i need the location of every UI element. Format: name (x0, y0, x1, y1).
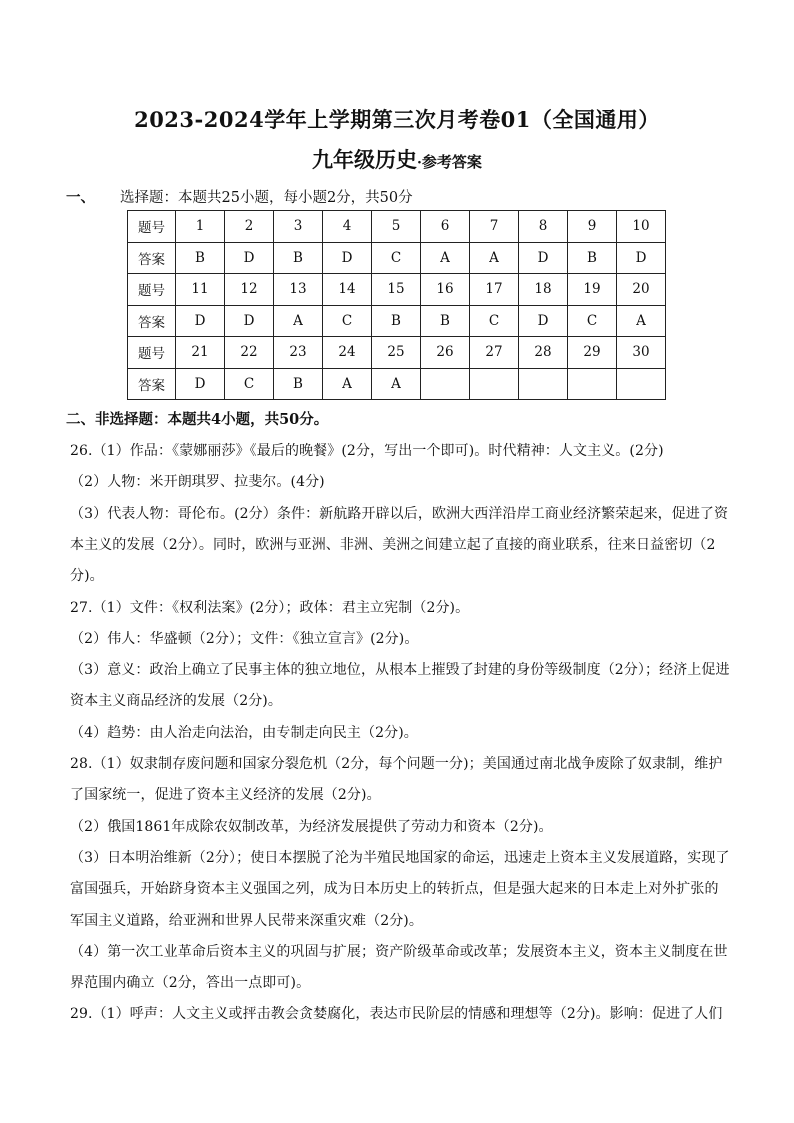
table-cell: 29 (568, 337, 617, 369)
table-cell: 25 (372, 337, 421, 369)
table-cell: B (421, 305, 470, 337)
table-cell: 27 (470, 337, 519, 369)
section-2-heading: 二、非选择题：本题共4小题，共50分。 (66, 411, 329, 428)
table-row-header: 答案 (128, 368, 176, 400)
table-cell: C (372, 242, 421, 274)
answer-line: 军国主义道路，给亚洲和世界人民带来深重灾难（2分)。 (70, 912, 423, 929)
table-cell: C (568, 305, 617, 337)
table-cell: A (372, 368, 421, 400)
table-cell: D (519, 305, 568, 337)
table-row-header: 答案 (128, 305, 176, 337)
table-row-header: 题号 (128, 274, 176, 306)
answer-line: 富国强兵，开始跻身资本主义强国之列，成为日本历史上的转折点，但是强大起来的日本走上对外扩张的 (70, 881, 719, 898)
answer-line: （2）人物：米开朗琪罗、拉斐尔。(4分) (70, 474, 325, 491)
subtitle-separator: · (417, 155, 422, 171)
section-1-heading (66, 186, 413, 207)
table-cell (421, 368, 470, 400)
table-cell: 8 (519, 211, 568, 243)
table-cell: 13 (274, 274, 323, 306)
answer-line: （2）俄国1861年成除农奴制改革，为经济发展提供了劳动力和资本（2分)。 (70, 818, 553, 835)
answer-line: 29.（1）呼声：人文主义或抨击教会贪婪腐化，表达市民阶层的情感和理想等（2分)。影响：促进了人们 (70, 1006, 723, 1023)
table-row-header: 答案 (128, 242, 176, 274)
answer-line: 分)。 (70, 568, 104, 585)
table-cell: B (568, 242, 617, 274)
table-row-header: 题号 (128, 211, 176, 243)
answer-line: （3）意义：政治上确立了民事主体的独立地位，从根本上摧毁了封建的身份等级制度（2分）；经济上促进 (70, 662, 730, 679)
table-cell: B (176, 242, 225, 274)
answer-line: （4）第一次工业革命后资本主义的巩固与扩展；资产阶级革命或改革；发展资本主义，资本主义制度在世 (70, 943, 728, 960)
table-cell: 11 (176, 274, 225, 306)
answer-line: 资本主义商品经济的发展（2分)。 (70, 693, 282, 710)
section-1-number: 一、 (66, 189, 95, 206)
table-cell: 9 (568, 211, 617, 243)
table-cell: 30 (617, 337, 666, 369)
table-cell (470, 368, 519, 400)
table-cell: A (274, 305, 323, 337)
table-cell: 4 (323, 211, 372, 243)
table-cell: 24 (323, 337, 372, 369)
table-cell: A (617, 305, 666, 337)
table-cell: 2 (225, 211, 274, 243)
document-title: 2023-2024学年上学期第三次月考卷01（全国通用） (134, 107, 660, 132)
table-cell: 15 (372, 274, 421, 306)
table-cell: 3 (274, 211, 323, 243)
answer-table (127, 210, 666, 400)
answer-line: 了国家统一，促进了资本主义经济的发展（2分)。 (70, 787, 381, 804)
subtitle-subject: 九年级历史 (312, 147, 418, 172)
answer-line: （4）趋势：由人治走向法治，由专制走向民主（2分)。 (70, 724, 418, 741)
table-cell: 5 (372, 211, 421, 243)
answer-line: （3）代表人物：哥伦布。(2分）条件：新航路开辟以后，欧洲大西洋沿岸工商业经济繁荣起来，促进了资 (70, 505, 729, 522)
table-cell: 22 (225, 337, 274, 369)
table-cell: A (323, 368, 372, 400)
answer-line: 26.（1）作品：《蒙娜丽莎》《最后的晚餐》(2分，写出一个即可)。时代精神：人文主义。(2分) (70, 443, 664, 459)
table-cell: 21 (176, 337, 225, 369)
table-cell: B (372, 305, 421, 337)
table-cell: D (225, 305, 274, 337)
table-cell: 16 (421, 274, 470, 306)
table-cell: 28 (519, 337, 568, 369)
answer-line: 27.（1）文件：《权利法案》(2分）；政体：君主立宪制（2分)。 (70, 599, 470, 616)
table-cell: C (225, 368, 274, 400)
table-cell: 1 (176, 211, 225, 243)
table-cell: B (274, 242, 323, 274)
table-row (128, 242, 666, 274)
table-cell: 6 (421, 211, 470, 243)
table-cell: 18 (519, 274, 568, 306)
table-cell: 19 (568, 274, 617, 306)
table-cell: D (225, 242, 274, 274)
table-cell: 23 (274, 337, 323, 369)
document-subtitle (0, 144, 794, 174)
table-cell: B (274, 368, 323, 400)
table-cell: D (323, 242, 372, 274)
table-cell: 20 (617, 274, 666, 306)
table-row (128, 274, 666, 306)
table-cell: C (470, 305, 519, 337)
table-cell (617, 368, 666, 400)
table-cell (568, 368, 617, 400)
table-row (128, 211, 666, 243)
answer-line: 28.（1）奴隶制存废问题和国家分裂危机（2分，每个问题一分)；美国通过南北战争废除了奴隶制，维护 (70, 756, 723, 772)
table-cell: C (323, 305, 372, 337)
answer-line: （3）日本明治维新（2分）；使日本摆脱了沦为半殖民地国家的命运，迅速走上资本主义发展道路，实现了 (70, 849, 730, 866)
section-1-title: 选择题：本题共25小题，每小题2分，共50分 (120, 190, 413, 206)
table-cell: A (421, 242, 470, 274)
table-cell: D (617, 242, 666, 274)
table-cell: 10 (617, 211, 666, 243)
table-cell (519, 368, 568, 400)
answer-line: 本主义的发展（2分）。同时，欧洲与亚洲、非洲、美洲之间建立起了直接的商业联系，往来日益密切（2 (70, 536, 716, 553)
table-cell: 12 (225, 274, 274, 306)
table-cell: D (519, 242, 568, 274)
subtitle-answer-key: 参考答案 (421, 153, 482, 171)
table-cell: 14 (323, 274, 372, 306)
table-cell: 17 (470, 274, 519, 306)
table-cell: D (176, 368, 225, 400)
table-row (128, 305, 666, 337)
table-cell: A (470, 242, 519, 274)
table-row-header: 题号 (128, 337, 176, 369)
table-row (128, 337, 666, 369)
table-row (128, 368, 666, 400)
answer-line: 界范围内确立（2分，答出一点即可)。 (70, 975, 311, 992)
table-cell: 7 (470, 211, 519, 243)
table-cell: 26 (421, 337, 470, 369)
answer-line: （2）伟人：华盛顿（2分）；文件：《独立宣言》(2分)。 (70, 630, 419, 647)
table-cell: D (176, 305, 225, 337)
